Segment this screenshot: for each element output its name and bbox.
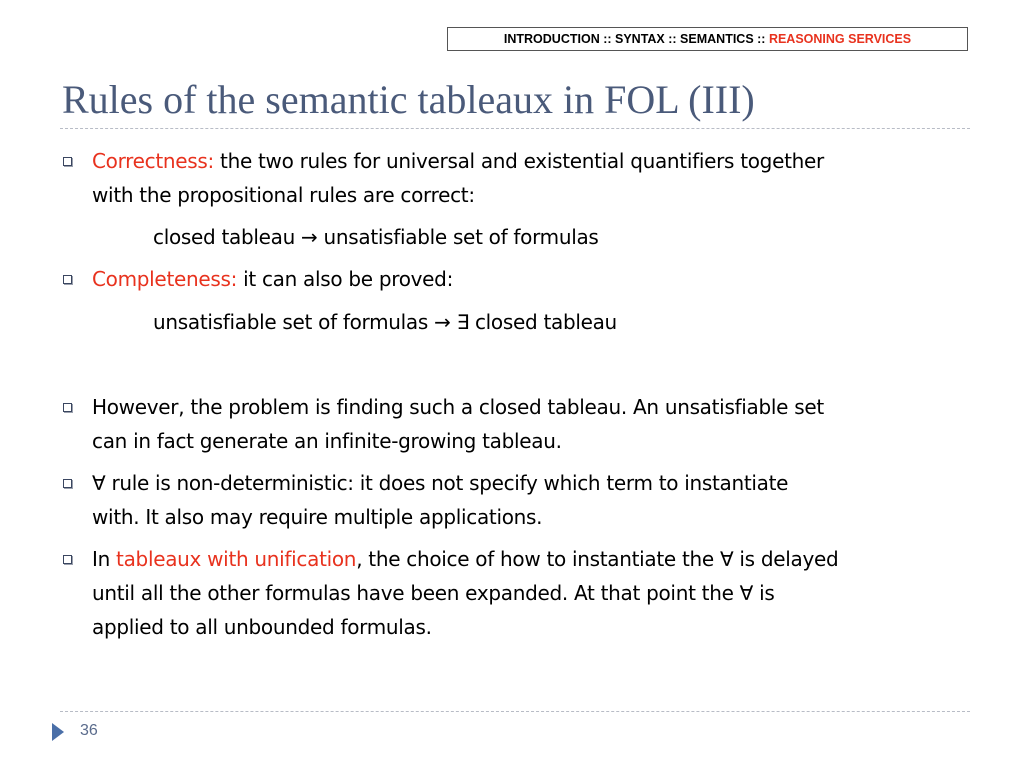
however-line1: However, the problem is finding such a closed tableau. An unsatisfiable set bbox=[92, 395, 824, 419]
unification-line1-rest: , the choice of how to instantiate the ∀ is delayed bbox=[356, 547, 839, 571]
breadcrumb-semantics: SEMANTICS :: bbox=[680, 32, 769, 46]
page-number: 36 bbox=[80, 722, 98, 739]
breadcrumb-reasoning-services: REASONING SERVICES bbox=[768, 32, 912, 46]
correctness-formula: closed tableau → unsatisfiable set of formulas bbox=[153, 225, 599, 249]
correctness-label: Correctness: bbox=[92, 149, 214, 173]
breadcrumb-introduction: INTRODUCTION :: bbox=[503, 32, 615, 46]
completeness-label: Completeness: bbox=[92, 267, 238, 291]
bullet-icon bbox=[63, 275, 72, 284]
list-item-forall-rule bbox=[92, 466, 972, 534]
completeness-text: it can also be proved: bbox=[237, 267, 454, 291]
page-title: Rules of the semantic tableaux in FOL (III) bbox=[62, 77, 755, 122]
list-item-however bbox=[92, 390, 972, 458]
bullet-icon bbox=[63, 555, 72, 564]
correctness-text-line2: with the propositional rules are correct: bbox=[92, 183, 475, 207]
list-item-correctness bbox=[92, 144, 972, 212]
bullet-icon bbox=[63, 403, 72, 412]
play-arrow-icon bbox=[52, 723, 64, 741]
however-line2: can in fact generate an infinite-growing tableau. bbox=[92, 429, 562, 453]
completeness-formula: unsatisfiable set of formulas → ∃ closed tableau bbox=[153, 310, 617, 334]
forall-line2: with. It also may require multiple applications. bbox=[92, 505, 543, 529]
unification-line3: applied to all unbounded formulas. bbox=[92, 615, 432, 639]
unification-highlight: tableaux with unification bbox=[116, 547, 357, 571]
breadcrumb-syntax: SYNTAX :: bbox=[615, 32, 681, 46]
list-item-unification bbox=[92, 542, 972, 644]
bullet-icon bbox=[63, 479, 72, 488]
unification-prefix: In bbox=[92, 547, 117, 571]
bullet-icon bbox=[63, 157, 72, 166]
correctness-text: the two rules for universal and existential quantifiers together bbox=[213, 149, 824, 173]
forall-line1: ∀ rule is non-deterministic: it does not specify which term to instantiate bbox=[92, 471, 789, 495]
unification-line2: until all the other formulas have been expanded. At that point the ∀ is bbox=[92, 581, 775, 605]
footer-divider bbox=[60, 711, 970, 712]
list-item-completeness bbox=[92, 262, 972, 296]
